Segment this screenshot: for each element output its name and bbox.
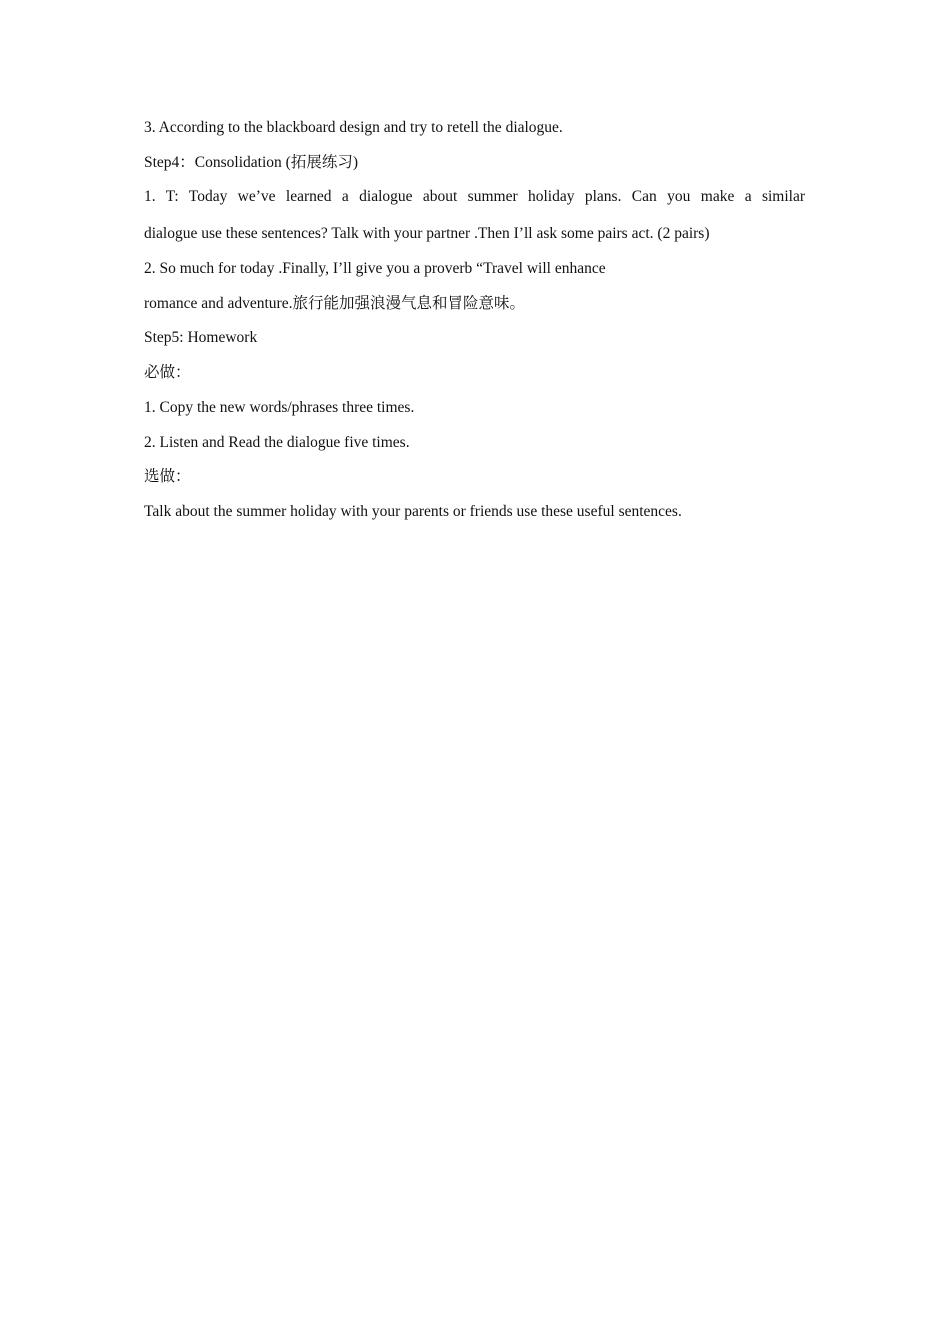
optional-homework-label: 选做： xyxy=(144,468,191,486)
consolidation-item-1-line-1: 1. T: Today we’ve learned a dialogue about summer holiday plans. Can you make a similar xyxy=(144,188,805,206)
required-homework-label: 必做： xyxy=(144,364,191,382)
consolidation-item-1-line-2: dialogue use these sentences? Talk with your partner .Then I’ll ask some pairs act. (2 pairs) xyxy=(144,225,710,243)
consolidation-item-2-line-2: romance and adventure.旅行能加强浪漫气息和冒险意味。 xyxy=(144,294,525,312)
consolidation-item-2-line-1: 2. So much for today .Finally, I’ll give you a proverb “Travel will enhance xyxy=(144,260,606,278)
required-homework-item-1: 1. Copy the new words/phrases three times. xyxy=(144,398,415,416)
retell-instruction: 3. According to the blackboard design and try to retell the dialogue. xyxy=(144,119,563,136)
optional-homework-item: Talk about the summer holiday with your parents or friends use these useful sentences. xyxy=(144,502,682,520)
required-homework-item-2: 2. Listen and Read the dialogue five times. xyxy=(144,433,410,451)
document-body xyxy=(144,116,805,535)
step5-heading: Step5: Homework xyxy=(144,329,258,347)
step4-heading: Step4：Consolidation (拓展练习) xyxy=(144,153,358,171)
